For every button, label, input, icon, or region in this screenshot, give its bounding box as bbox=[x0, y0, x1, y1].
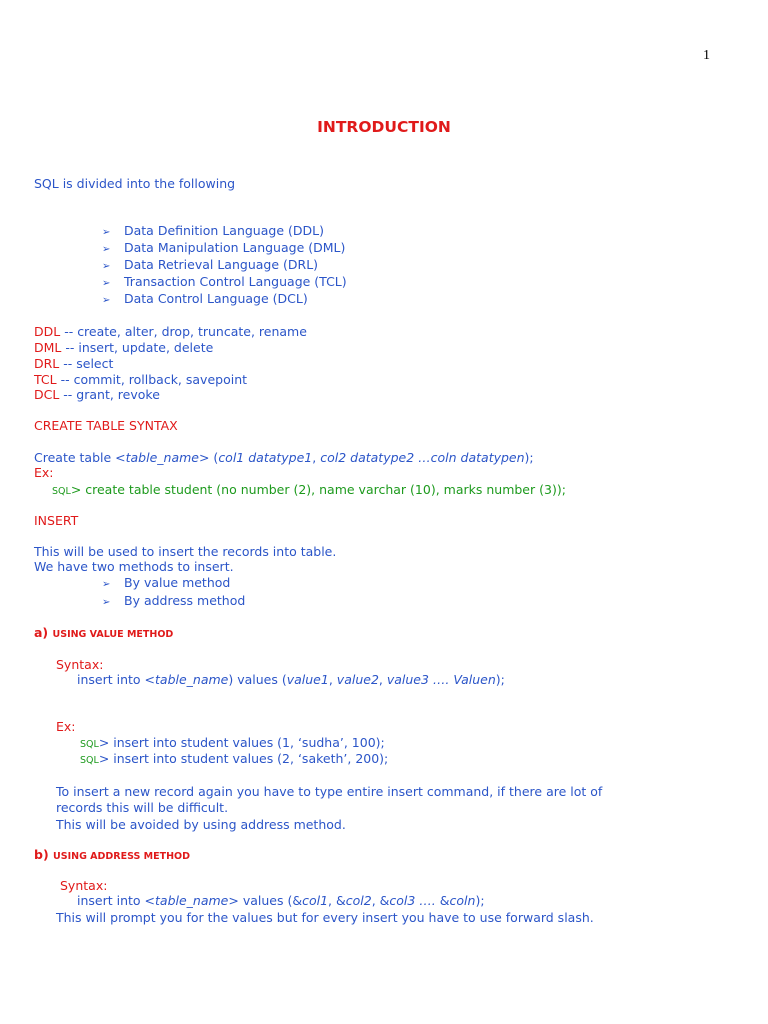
insert-description: This will be used to insert the records into table. bbox=[34, 544, 337, 559]
address-note: This will prompt you for the values but for every insert you have to use forward slash. bbox=[56, 910, 594, 925]
command-row: DRL -- select bbox=[34, 356, 114, 371]
create-table-syntax: Create table <table_name> (col1 datatype1, col2 datatype2 …coln datatypen); bbox=[34, 450, 534, 465]
intro-text: SQL is divided into the following bbox=[34, 176, 236, 191]
example-label: Ex: bbox=[34, 465, 54, 480]
list-item: ➢ Data Retrieval Language (DRL) bbox=[102, 257, 319, 272]
section-a-heading: a) USING VALUE METHOD bbox=[34, 625, 174, 640]
value-example: SQL> insert into student values (1, ‘sudha’, 100); bbox=[80, 735, 385, 750]
sql-prompt: SQL bbox=[80, 755, 99, 766]
list-item: ➢ Data Manipulation Language (DML) bbox=[102, 240, 346, 255]
syntax-label: Syntax: bbox=[56, 657, 104, 672]
arrow-bullet-icon: ➢ bbox=[102, 597, 111, 608]
list-item: ➢ Transaction Control Language (TCL) bbox=[102, 274, 347, 289]
syntax-label: Syntax: bbox=[60, 878, 108, 893]
list-item: ➢ Data Definition Language (DDL) bbox=[102, 223, 324, 238]
address-syntax: insert into <table_name> values (&col1, &col2, &col3 …. &coln); bbox=[77, 893, 485, 908]
create-example: SQL> create table student (no number (2), name varchar (10), marks number (3)); bbox=[52, 482, 566, 497]
value-note: To insert a new record again you have to type entire insert command, if there are lot of bbox=[56, 784, 603, 799]
arrow-bullet-icon: ➢ bbox=[102, 227, 111, 238]
example-label: Ex: bbox=[56, 719, 76, 734]
value-note: This will be avoided by using address method. bbox=[56, 817, 346, 832]
arrow-bullet-icon: ➢ bbox=[102, 261, 111, 272]
command-row: DCL -- grant, revoke bbox=[34, 387, 160, 402]
sql-prompt: SQL bbox=[52, 486, 71, 497]
arrow-bullet-icon: ➢ bbox=[102, 579, 111, 590]
command-row: DML -- insert, update, delete bbox=[34, 340, 214, 355]
section-b-heading: b) USING ADDRESS METHOD bbox=[34, 847, 191, 862]
list-item: ➢ By address method bbox=[102, 593, 246, 608]
list-item: ➢ Data Control Language (DCL) bbox=[102, 291, 308, 306]
arrow-bullet-icon: ➢ bbox=[102, 244, 111, 255]
insert-description: We have two methods to insert. bbox=[34, 559, 234, 574]
create-table-heading: CREATE TABLE SYNTAX bbox=[34, 418, 178, 433]
page-number: 1 bbox=[703, 48, 710, 63]
value-note: records this will be difficult. bbox=[56, 800, 229, 815]
arrow-bullet-icon: ➢ bbox=[102, 295, 111, 306]
list-item: ➢ By value method bbox=[102, 575, 231, 590]
value-syntax: insert into <table_name) values (value1, value2, value3 …. Valuen); bbox=[77, 672, 505, 687]
sql-prompt: SQL bbox=[80, 739, 99, 750]
arrow-bullet-icon: ➢ bbox=[102, 278, 111, 289]
command-row: DDL -- create, alter, drop, truncate, rename bbox=[34, 324, 307, 339]
page-title: INTRODUCTION bbox=[317, 118, 451, 136]
value-example: SQL> insert into student values (2, ‘saketh’, 200); bbox=[80, 751, 389, 766]
insert-heading: INSERT bbox=[34, 513, 79, 528]
command-row: TCL -- commit, rollback, savepoint bbox=[34, 372, 248, 387]
